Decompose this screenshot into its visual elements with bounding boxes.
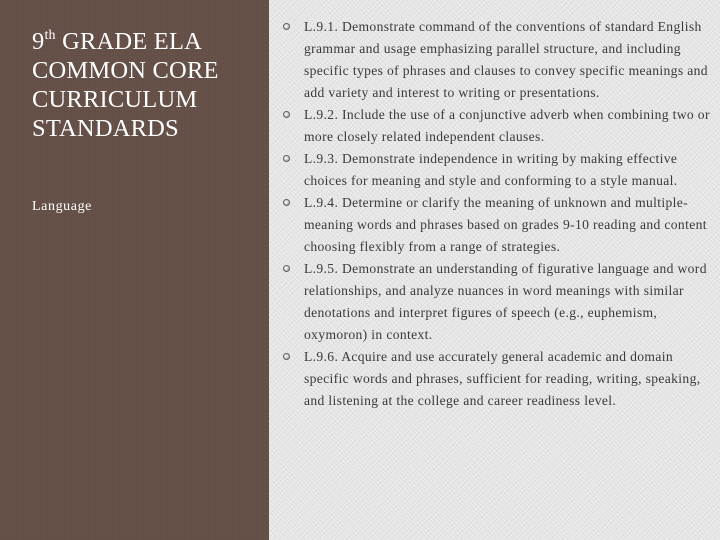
list-item xyxy=(283,258,713,346)
list-item xyxy=(283,346,713,412)
standard-code: L.9.4 xyxy=(304,195,335,210)
standard-code: L.9.2 xyxy=(304,107,335,122)
standard-text: . Determine or clarify the meaning of unknown and multiple-meaning words and phrases based on grades 9-10 reading and content choosing flexibly from a range of strategies. xyxy=(304,195,707,254)
title-grade-number: 9 xyxy=(32,28,45,55)
standards-list xyxy=(283,16,713,412)
bullet-icon xyxy=(283,155,290,162)
title-text: GRADE ELA COMMON CORE CURRICULUM STANDARDS xyxy=(32,28,219,142)
standard-code: L.9.5 xyxy=(304,261,335,276)
title-ordinal-suffix: th xyxy=(44,28,56,43)
bullet-icon xyxy=(283,265,290,272)
list-item xyxy=(283,16,713,104)
standard-text: . Include the use of a conjunctive adverb when combining two or more closely related independent clauses. xyxy=(304,107,710,144)
slide-subtitle: Language xyxy=(32,199,92,214)
content-panel xyxy=(269,0,720,540)
standard-text: . Demonstrate command of the conventions of standard English grammar and usage emphasizing parallel structure, and including specific types of phrases and clauses to convey specific meanings and add variety and interest to writing or presentations. xyxy=(304,19,708,100)
bullet-icon xyxy=(283,199,290,206)
standard-text: . Demonstrate independence in writing by making effective choices for meaning and style and conforming to a style manual. xyxy=(304,151,678,188)
title-panel xyxy=(0,0,269,540)
bullet-icon xyxy=(283,23,290,30)
slide-title xyxy=(32,27,262,143)
standard-text: . Demonstrate an understanding of figurative language and word relationships, and analyze nuances in word meanings with similar denotations and interpret figures of speech (e.g., euphemism, oxymoron) in context. xyxy=(304,261,707,342)
standard-text: . Acquire and use accurately general academic and domain specific words and phrases, sufficient for reading, writing, speaking, and listening at the college and career readiness level. xyxy=(304,349,701,408)
bullet-icon xyxy=(283,353,290,360)
standard-code: L.9.1 xyxy=(304,19,335,34)
standard-code: L.9.3 xyxy=(304,151,335,166)
list-item xyxy=(283,192,713,258)
list-item xyxy=(283,104,713,148)
bullet-icon xyxy=(283,111,290,118)
list-item xyxy=(283,148,713,192)
standard-code: L.9.6 xyxy=(304,349,335,364)
